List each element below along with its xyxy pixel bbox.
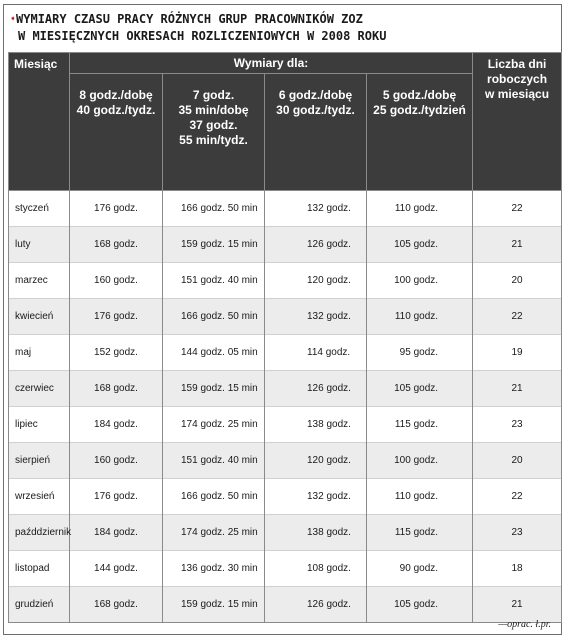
- value-cell: 105 godz.: [367, 227, 473, 263]
- header-col-5h: 5 godz./dobę 25 godz./tydzień: [367, 74, 473, 191]
- table-row: [9, 335, 562, 371]
- month-cell: marzec: [9, 263, 70, 299]
- value-cell: 22: [473, 191, 562, 227]
- value-cell: 168 godz.: [70, 227, 163, 263]
- header-month: Miesiąc: [9, 53, 70, 191]
- table-row: [9, 227, 562, 263]
- table-row: [9, 371, 562, 407]
- header-group: Wymiary dla:: [70, 53, 473, 74]
- value-cell: 21: [473, 587, 562, 623]
- value-cell: 138 godz.: [265, 515, 367, 551]
- value-cell: 19: [473, 335, 562, 371]
- table-row: [9, 407, 562, 443]
- month-cell: wrzesień: [9, 479, 70, 515]
- value-cell: 21: [473, 227, 562, 263]
- value-cell: 160 godz.: [70, 263, 163, 299]
- month-cell: listopad: [9, 551, 70, 587]
- month-cell: grudzień: [9, 587, 70, 623]
- month-cell: luty: [9, 227, 70, 263]
- table-row: [9, 479, 562, 515]
- table-row: [9, 551, 562, 587]
- value-cell: 20: [473, 263, 562, 299]
- value-cell: 108 godz.: [265, 551, 367, 587]
- infographic-frame: [3, 4, 562, 635]
- title-line-1: ➧WYMIARY CZASU PRACY RÓŻNYCH GRUP PRACOWNIKÓW ZOZ: [10, 12, 363, 26]
- value-cell: 110 godz.: [367, 299, 473, 335]
- value-cell: 132 godz.: [265, 299, 367, 335]
- value-cell: 115 godz.: [367, 407, 473, 443]
- table-row: [9, 443, 562, 479]
- value-cell: 176 godz.: [70, 299, 163, 335]
- value-cell: 21: [473, 371, 562, 407]
- table-row: [9, 263, 562, 299]
- value-cell: 184 godz.: [70, 407, 163, 443]
- table-row: [9, 191, 562, 227]
- header-col-6h: 6 godz./dobę 30 godz./tydz.: [265, 74, 367, 191]
- value-cell: 100 godz.: [367, 263, 473, 299]
- value-cell: 126 godz.: [265, 227, 367, 263]
- table-row: [9, 299, 562, 335]
- value-cell: 110 godz.: [367, 479, 473, 515]
- value-cell: 176 godz.: [70, 191, 163, 227]
- header-col-8h: 8 godz./dobę 40 godz./tydz.: [70, 74, 163, 191]
- month-cell: kwiecień: [9, 299, 70, 335]
- header-col-7h35: 7 godz. 35 min/dobę 37 godz. 55 min/tydz.: [163, 74, 265, 191]
- value-cell: 23: [473, 407, 562, 443]
- value-cell: 174 godz. 25 min: [163, 515, 265, 551]
- value-cell: 120 godz.: [265, 443, 367, 479]
- month-cell: czerwiec: [9, 371, 70, 407]
- value-cell: 159 godz. 15 min: [163, 587, 265, 623]
- value-cell: 114 godz.: [265, 335, 367, 371]
- value-cell: 138 godz.: [265, 407, 367, 443]
- month-cell: sierpień: [9, 443, 70, 479]
- value-cell: 151 godz. 40 min: [163, 443, 265, 479]
- value-cell: 95 godz.: [367, 335, 473, 371]
- value-cell: 166 godz. 50 min: [163, 299, 265, 335]
- value-cell: 160 godz.: [70, 443, 163, 479]
- value-cell: 105 godz.: [367, 587, 473, 623]
- table-row: [9, 515, 562, 551]
- value-cell: 132 godz.: [265, 479, 367, 515]
- value-cell: 22: [473, 479, 562, 515]
- value-cell: 144 godz.: [70, 551, 163, 587]
- value-cell: 126 godz.: [265, 587, 367, 623]
- title-line-2: W MIESIĘCZNYCH OKRESACH ROZLICZENIOWYCH W 2008 ROKU: [18, 29, 387, 43]
- value-cell: 90 godz.: [367, 551, 473, 587]
- source-credit: —oprac. ł.pr.: [498, 619, 551, 630]
- value-cell: 174 godz. 25 min: [163, 407, 265, 443]
- month-cell: styczeń: [9, 191, 70, 227]
- value-cell: 132 godz.: [265, 191, 367, 227]
- month-cell: paźddziernik: [9, 515, 70, 551]
- value-cell: 144 godz. 05 min: [163, 335, 265, 371]
- value-cell: 159 godz. 15 min: [163, 371, 265, 407]
- value-cell: 166 godz. 50 min: [163, 479, 265, 515]
- value-cell: 105 godz.: [367, 371, 473, 407]
- table-body: [9, 191, 562, 623]
- table-row: [9, 587, 562, 623]
- value-cell: 20: [473, 443, 562, 479]
- value-cell: 136 godz. 30 min: [163, 551, 265, 587]
- value-cell: 120 godz.: [265, 263, 367, 299]
- value-cell: 159 godz. 15 min: [163, 227, 265, 263]
- value-cell: 115 godz.: [367, 515, 473, 551]
- value-cell: 151 godz. 40 min: [163, 263, 265, 299]
- value-cell: 176 godz.: [70, 479, 163, 515]
- header-days: Liczba dni roboczych w miesiącu: [473, 53, 562, 191]
- value-cell: 23: [473, 515, 562, 551]
- value-cell: 168 godz.: [70, 587, 163, 623]
- value-cell: 184 godz.: [70, 515, 163, 551]
- value-cell: 126 godz.: [265, 371, 367, 407]
- value-cell: 18: [473, 551, 562, 587]
- value-cell: 152 godz.: [70, 335, 163, 371]
- working-hours-table: [8, 52, 562, 623]
- month-cell: maj: [9, 335, 70, 371]
- table-title: [10, 11, 555, 44]
- value-cell: 110 godz.: [367, 191, 473, 227]
- value-cell: 22: [473, 299, 562, 335]
- month-cell: lipiec: [9, 407, 70, 443]
- value-cell: 100 godz.: [367, 443, 473, 479]
- bullet-marker-icon: ➧: [10, 14, 17, 25]
- value-cell: 168 godz.: [70, 371, 163, 407]
- value-cell: 166 godz. 50 min: [163, 191, 265, 227]
